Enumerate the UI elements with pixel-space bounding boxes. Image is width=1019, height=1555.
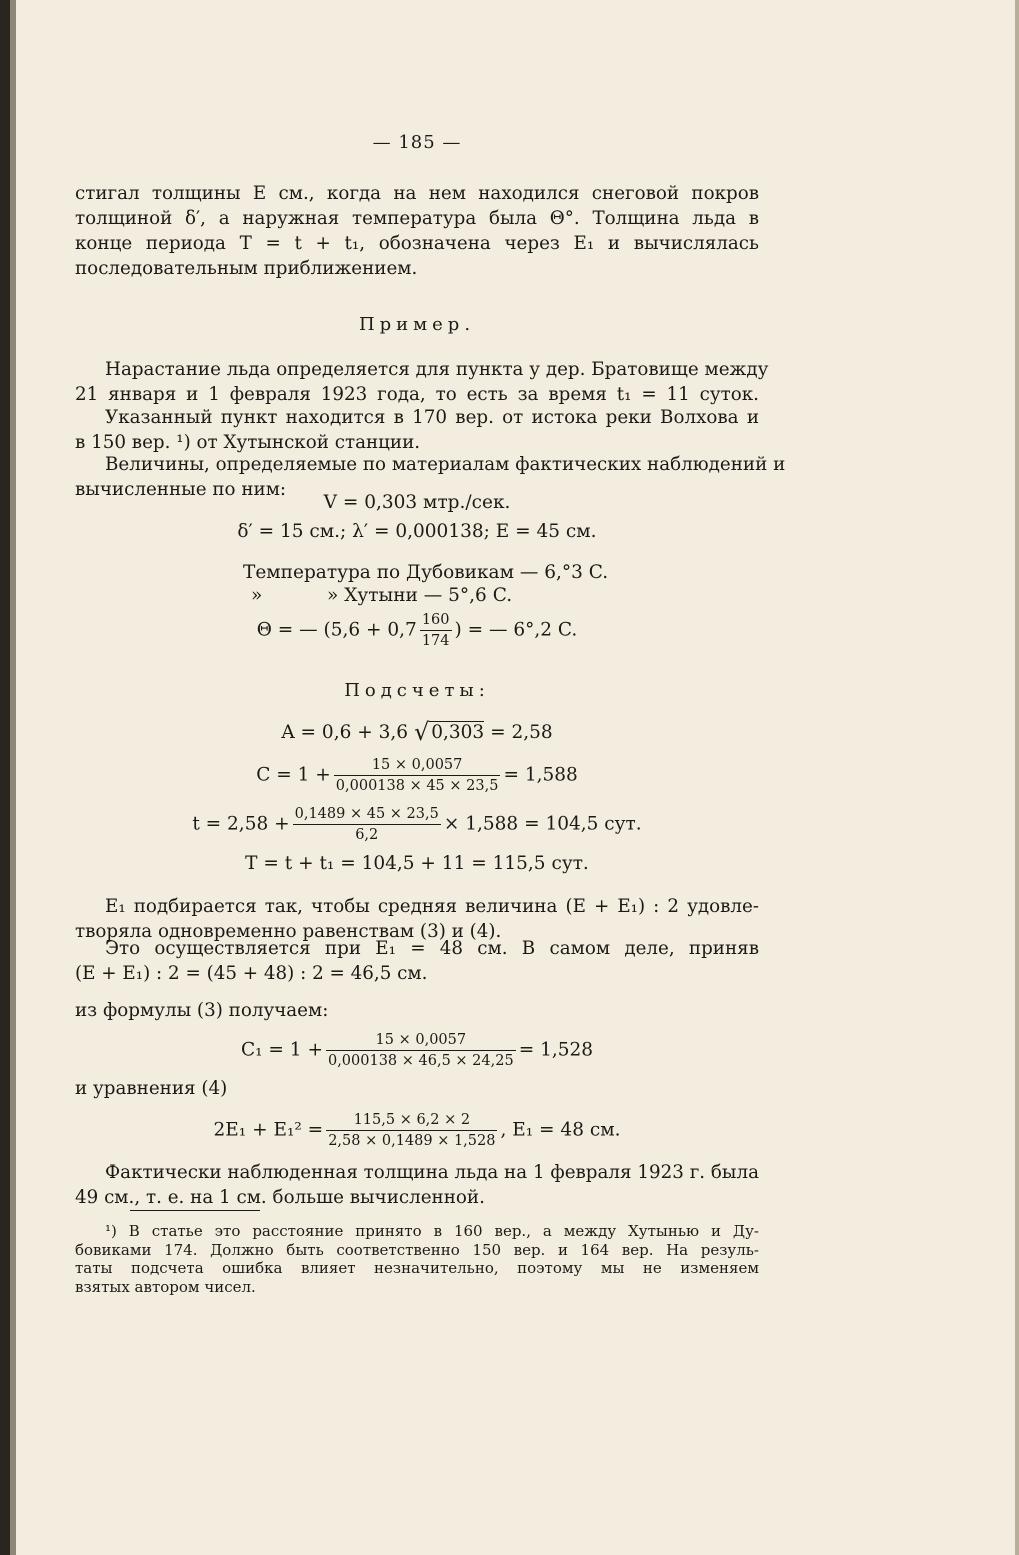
radical-icon: √	[413, 718, 430, 746]
equation-theta	[75, 611, 759, 650]
paragraph-6	[75, 936, 759, 986]
page-number: — 185 —	[372, 132, 462, 153]
equation-velocity: V = 0,303 мтр./сек.	[323, 492, 511, 513]
text-line: 49 см., т. е. на 1 см. больше вычисленной.	[75, 1187, 485, 1208]
fraction-numerator: 115,5 × 6,2 × 2	[326, 1111, 497, 1131]
fraction-denominator: 2,58 × 0,1489 × 1,528	[328, 1133, 496, 1149]
text-line: 21 января и 1 февраля 1923 года, то есть за время t₁ = 11 суток.	[75, 384, 759, 405]
fraction-denominator: 0,000138 × 46,5 × 24,25	[327, 1053, 514, 1069]
eqA-left: A = 0,6 + 3,6	[281, 722, 409, 743]
paragraph-8	[75, 1076, 759, 1101]
theta-left: Θ = — (5,6 + 0,7	[256, 619, 417, 641]
paragraph-3	[75, 405, 759, 455]
text-line: стигал толщины E см., когда на нем находился снеговой покров	[75, 183, 759, 204]
equation-A	[75, 720, 759, 745]
equation-T: T = t + t₁ = 104,5 + 11 = 115,5 сут.	[245, 853, 589, 874]
temperature-khutyn: » » Хутыни — 5°,6 C.	[251, 585, 513, 606]
text-line: Фактически наблюденная толщина льда на 1 февраля 1923 г. была	[105, 1162, 759, 1183]
text-line: и уравнения (4)	[75, 1078, 228, 1099]
text-line: толщиной δ′, а наружная температура была Θ°. Толщина льда в	[75, 208, 759, 229]
equation-C	[75, 756, 759, 795]
eqt-fraction	[293, 805, 441, 844]
paragraph-7	[75, 998, 759, 1023]
fraction-denominator: 0,000138 × 45 × 23,5	[335, 778, 499, 794]
footnote-line: взятых автором чисел.	[75, 1277, 256, 1296]
radicand: 0,303	[431, 722, 485, 743]
text-line: в 150 вер. ¹) от Хутынской станции.	[75, 432, 421, 453]
fraction-numerator: 15 × 0,0057	[334, 756, 501, 776]
footnote-line: таты подсчета ошибка влияет незначительно, поэтому мы не изменяем	[75, 1259, 759, 1277]
text-line: Указанный пункт находится в 170 вер. от истока реки Волхова и	[105, 407, 759, 428]
paragraph-1	[75, 181, 759, 281]
text-line: из формулы (3) получаем:	[75, 1000, 329, 1021]
footnote	[75, 1222, 759, 1296]
page-right-edge	[1015, 0, 1019, 1555]
text-line: творяла одновременно равенствам (3) и (4).	[75, 921, 502, 942]
eqE-right: , E₁ = 48 см.	[500, 1119, 621, 1141]
eqE-left: 2E₁ + E₁² =	[213, 1119, 324, 1141]
text-line: последовательным приближением.	[75, 258, 418, 279]
equation-E1	[75, 1111, 759, 1150]
eqE-fraction	[326, 1111, 497, 1150]
eqt-left: t = 2,58 +	[192, 813, 290, 835]
fraction-numerator: 160	[420, 611, 452, 631]
text-line: Это осуществляется при E₁ = 48 см. В самом деле, приняв	[105, 938, 759, 959]
footnote-line: бовиками 174. Должно быть соответственно 150 вер. и 164 вер. На резуль-	[75, 1240, 759, 1259]
eqC1-left: C₁ = 1 +	[240, 1039, 323, 1061]
footnote-divider	[130, 1210, 260, 1211]
eqA-right: = 2,58	[490, 722, 553, 743]
text-line: Нарастание льда определяется для пункта у дер. Братовище между	[105, 359, 769, 380]
eqC1-right: = 1,528	[518, 1039, 594, 1061]
equation-t	[75, 805, 759, 844]
text-line: (E + E₁) : 2 = (45 + 48) : 2 = 46,5 см.	[75, 963, 428, 984]
theta-right: ) = — 6°,2 C.	[454, 619, 578, 641]
eqC-left: C = 1 +	[256, 764, 331, 786]
eqC-right: = 1,588	[503, 764, 578, 786]
footnote-line: ¹) В статье это расстояние принято в 160 вер., а между Хутынью и Ду-	[105, 1222, 759, 1240]
page-binding-shadow	[10, 0, 16, 1555]
equation-C1	[75, 1031, 759, 1070]
heading-example: Пример.	[358, 314, 476, 335]
eqC1-fraction	[326, 1031, 516, 1070]
fraction-numerator: 15 × 0,0057	[326, 1031, 516, 1051]
text-line: вычисленные по ним:	[75, 479, 287, 500]
fraction-denominator: 174	[421, 633, 450, 649]
heading-calculations: Подсчеты:	[344, 680, 490, 701]
fraction-numerator: 0,1489 × 45 × 23,5	[293, 805, 441, 825]
page-binding-edge	[0, 0, 10, 1555]
text-line: конце периода T = t + t₁, обозначена через E₁ и вычислялась	[75, 233, 759, 254]
theta-fraction	[420, 611, 452, 650]
paragraph-2	[75, 357, 769, 407]
equation-params: δ′ = 15 см.; λ′ = 0,000138; E = 45 см.	[237, 521, 597, 542]
paragraph-9	[75, 1160, 759, 1210]
temperature-dubovik: Температура по Дубовикам — 6,°3 C.	[243, 562, 609, 583]
eqC-fraction	[334, 756, 501, 795]
text-line: Величины, определяемые по материалам фактических наблюдений и	[105, 454, 786, 475]
sqrt-sign	[414, 720, 484, 745]
text-line: E₁ подбирается так, чтобы средняя величина (E + E₁) : 2 удовле-	[105, 896, 759, 917]
eqt-right: × 1,588 = 104,5 сут.	[443, 813, 642, 835]
fraction-denominator: 6,2	[355, 827, 379, 843]
